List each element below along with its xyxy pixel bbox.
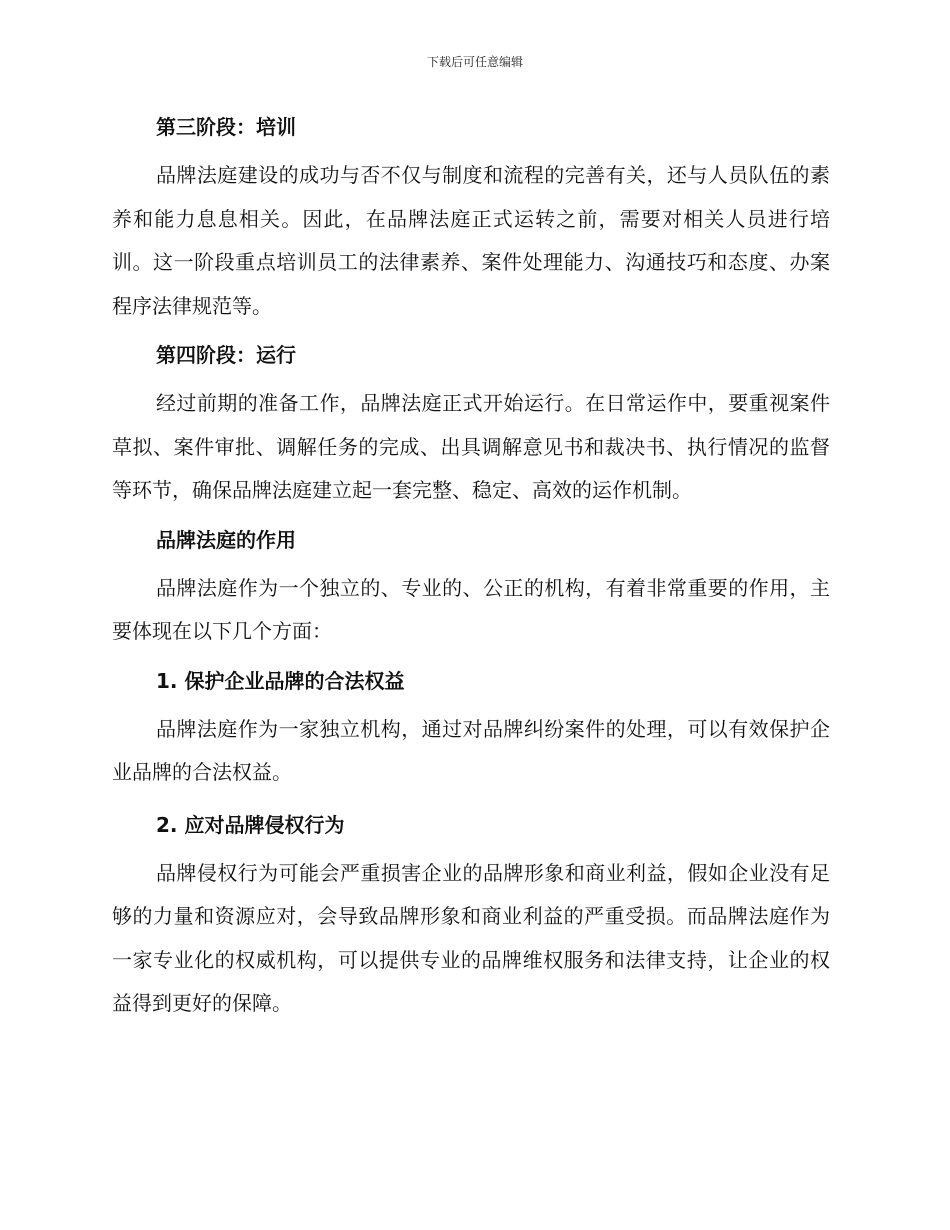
paragraph-operation: 经过前期的准备工作，品牌法庭正式开始运行。在日常运作中，要重视案件草拟、案件审批、调解任务的完成、出具调解意见书和裁决书、执行情况的监督等环节，确保品牌法庭建立起一套完整、稳定、高效的运作机制。 xyxy=(112,391,830,502)
section-heading-protect-rights: 1. 保护企业品牌的合法权益 xyxy=(156,668,405,693)
section-heading-infringement: 2. 应对品牌侵权行为 xyxy=(156,812,345,837)
section-heading-role: 品牌法庭的作用 xyxy=(156,527,296,552)
section-heading-stage-three: 第三阶段：培训 xyxy=(156,115,296,139)
paragraph-protect-rights: 品牌法庭作为一家独立机构，通过对品牌纠纷案件的处理，可以有效保护企业品牌的合法权益。 xyxy=(112,716,830,784)
page-header: 下载后可任意编辑 xyxy=(426,55,523,69)
paragraph-infringement: 品牌侵权行为可能会严重损害企业的品牌形象和商业利益，假如企业没有足够的力量和资源应对，会导致品牌形象和商业利益的严重受损。而品牌法庭作为一家专业化的权威机构，可以提供专业的品牌维权服务和法律支持，让企业的权益得到更好的保障。 xyxy=(112,860,830,1015)
document-body xyxy=(112,105,830,1026)
paragraph-role-intro: 品牌法庭作为一个独立的、专业的、公正的机构，有着非常重要的作用，主要体现在以下几个方面： xyxy=(112,575,830,643)
section-heading-stage-four: 第四阶段：运行 xyxy=(156,343,296,367)
paragraph-training: 品牌法庭建设的成功与否不仅与制度和流程的完善有关，还与人员队伍的素养和能力息息相关。因此，在品牌法庭正式运转之前，需要对相关人员进行培训。这一阶段重点培训员工的法律素养、案件处理能力、沟通技巧和态度、办案程序法律规范等。 xyxy=(112,163,830,318)
